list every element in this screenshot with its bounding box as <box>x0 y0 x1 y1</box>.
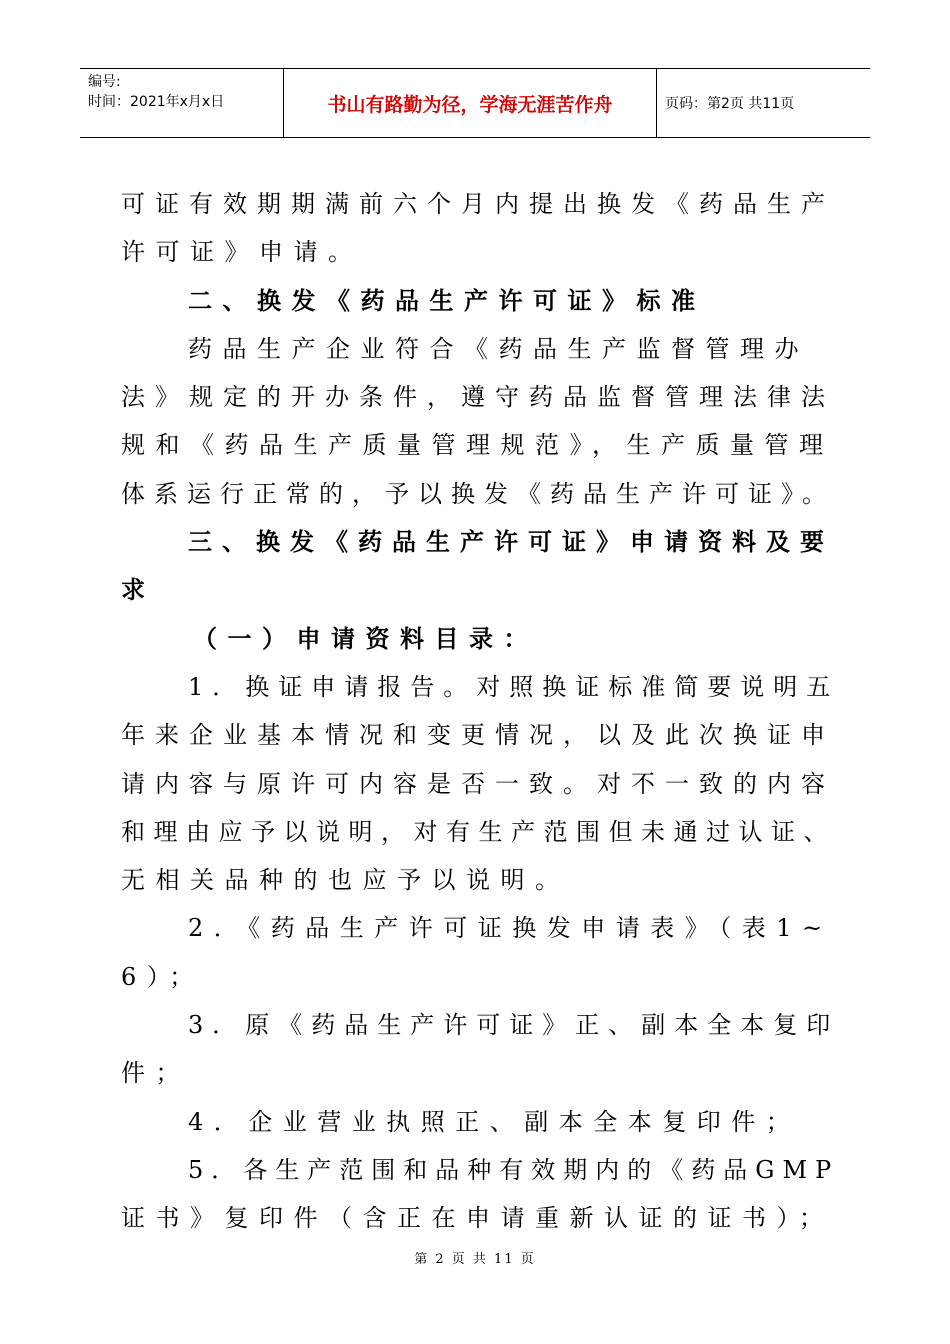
body-line: 件； <box>121 1059 190 1088</box>
body-line: 无相关品种的也应予以说明。 <box>121 866 570 895</box>
body-line: 法》规定的开办条件，遵守药品监督管理法律法 <box>121 383 835 412</box>
subsection-heading: （一）申请资料目录： <box>193 624 538 653</box>
section-heading-3: 三、换发《药品生产许可证》申请资料及要 <box>188 528 834 557</box>
header-page-info: 页码：第2页 共11页 <box>665 96 795 112</box>
body-line: 体系运行正常的，予以换发《药品生产许可证》。 <box>121 479 835 508</box>
body-line: 年来企业基本情况和变更情况，以及此次换证申 <box>121 721 835 750</box>
body-line: 和理由应予以说明，对有生产范围但未通过认证、 <box>121 817 836 846</box>
body-line: 可证有效期期满前六个月内提出换发《药品生产 <box>121 190 835 218</box>
number-label: 编号: <box>88 74 121 90</box>
body-line: 证书》复印件（含正在申请重新认证的证书）； <box>121 1204 834 1233</box>
header-motto: 书山有路勤为径，学海无涯苦作舟 <box>284 69 657 137</box>
body-line: 规和《药品生产质量管理规范》，生产质量管理 <box>121 431 834 460</box>
body-line: 许可证》申请。 <box>121 238 363 267</box>
body-line: 5．各生产范围和品种有效期内的《药品GMP <box>188 1155 840 1184</box>
body-line: 3．原《药品生产许可证》正、副本全本复印 <box>188 1011 840 1040</box>
body-line: 2．《药品生产许可证换发申请表》（表1~ <box>188 914 833 943</box>
body-line: 6）； <box>121 962 204 991</box>
page-footer: 第 2 页 共 11 页 <box>414 1252 536 1267</box>
section-heading-2: 二、换发《药品生产许可证》标准 <box>188 286 706 315</box>
body-line: 4．企业营业执照正、副本全本复印件； <box>188 1107 801 1136</box>
page-header <box>80 68 870 138</box>
body-line: 请内容与原许可内容是否一致。对不一致的内容 <box>121 769 835 798</box>
document-body <box>121 182 841 1245</box>
time-label: 时间：2021年x月x日 <box>88 94 225 110</box>
section-heading-3-cont: 求 <box>121 576 156 605</box>
header-left-cell <box>80 69 284 137</box>
body-line: 药品生产企业符合《药品生产监督管理办 <box>188 334 809 363</box>
body-line: 1．换证申请报告。对照换证标准简要说明五 <box>188 672 840 701</box>
